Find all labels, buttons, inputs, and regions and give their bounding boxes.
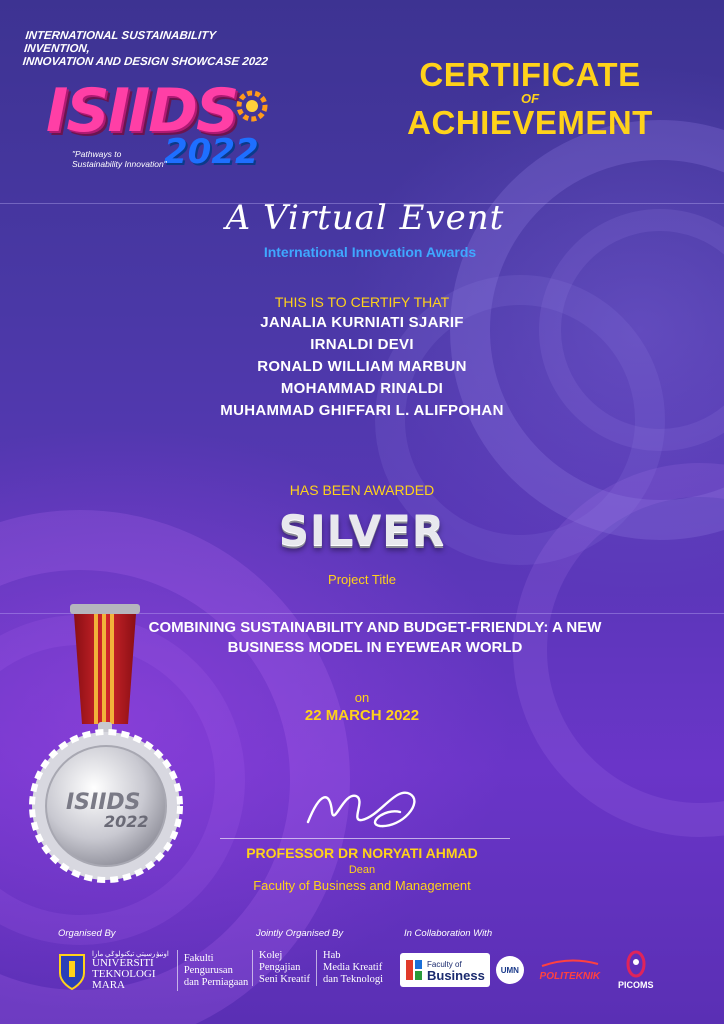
awarded-label: HAS BEEN AWARDED xyxy=(289,482,435,498)
signer-role: Dean xyxy=(348,864,376,876)
awards-subtitle: International Innovation Awards xyxy=(263,244,477,260)
uitm-logo xyxy=(56,950,248,991)
logo-year: 2022 xyxy=(164,132,259,172)
recipient-name: IRNALDI DEVI xyxy=(310,336,414,353)
handwritten-signature xyxy=(300,782,430,834)
signer-name: PROFESSOR DR NORYATI AHMAD xyxy=(246,845,478,861)
virtual-event-script: A Virtual Event xyxy=(225,198,505,238)
kolej-line2: Pengajian xyxy=(259,962,301,973)
jointly-organised-by-label: Jointly Organised By xyxy=(256,928,344,939)
umn-text: UMN xyxy=(496,956,524,984)
politeknik-text: POLITEKNIK xyxy=(539,971,601,982)
politeknik-swoosh-icon xyxy=(540,958,600,968)
picoms-text: PICOMS xyxy=(618,980,654,990)
title-of: OF xyxy=(520,91,540,106)
hab-line1: Hab xyxy=(323,950,341,961)
fob-mark-icon xyxy=(405,958,423,982)
recipient-name: JANALIA KURNIATI SJARIF xyxy=(260,314,464,331)
uitm-name-line1: UNIVERSITI xyxy=(92,957,154,969)
project-label: Project Title xyxy=(328,572,396,587)
fakulti-line1: Fakulti xyxy=(183,952,214,964)
fob-small-text: Faculty of xyxy=(427,960,462,969)
medal-logo-year: 2022 xyxy=(104,812,149,831)
picoms-mark-icon xyxy=(625,950,647,978)
recipient-name: MUHAMMAD GHIFFARI L. ALIFPOHAN xyxy=(220,402,504,419)
uitm-name xyxy=(92,950,178,991)
kolej-line1: Kolej xyxy=(259,950,283,961)
award-level: SILVER xyxy=(278,506,446,555)
fob-bold-text: Business xyxy=(427,968,485,983)
uitm-jawi-text: اونيۏرسيتي تيكنولوݢي مارا xyxy=(92,950,169,958)
organised-by-label: Organised By xyxy=(58,928,116,939)
isiids-logo xyxy=(36,64,276,184)
uitm-crest-icon xyxy=(56,951,88,991)
kolej-hab-logos xyxy=(252,950,389,986)
uitm-name-line3: MARA xyxy=(92,979,126,991)
fakulti-line3: dan Perniagaan xyxy=(183,976,249,988)
kolej-line3: Seni Kreatif xyxy=(259,974,311,985)
hab-logo xyxy=(316,950,389,986)
recipient-name: RONALD WILLIAM MARBUN xyxy=(257,358,467,375)
certificate-title xyxy=(380,58,680,140)
hab-line2: Media Kreatif xyxy=(323,962,383,973)
logo-word: ISIIDS xyxy=(46,76,238,146)
recipient-name: MOHAMMAD RINALDI xyxy=(280,380,444,397)
in-collaboration-with-label: In Collaboration With xyxy=(404,928,493,939)
uitm-name-line2: TEKNOLOGI xyxy=(92,968,156,980)
signer-department: Faculty of Business and Management xyxy=(253,878,471,893)
title-certificate: CERTIFICATE xyxy=(419,56,641,93)
award-date: 22 MARCH 2022 xyxy=(304,707,420,724)
certify-label: THIS IS TO CERTIFY THAT xyxy=(274,294,450,310)
picoms-logo xyxy=(612,950,660,990)
fakulti-line2: Pengurusan xyxy=(183,964,233,976)
project-title: COMBINING SUSTAINABILITY AND BUDGET-FRIENDLY: A NEW BUSINESS MODEL IN EYEWEAR WORLD xyxy=(148,619,602,656)
kolej-logo xyxy=(252,950,316,986)
lightbulb-gear-icon xyxy=(232,86,272,126)
hab-line3: dan Teknologi xyxy=(323,974,384,985)
medal-logo-word: ISIIDS xyxy=(66,790,141,815)
signature-line xyxy=(220,838,510,839)
politeknik-logo xyxy=(538,958,602,982)
showcase-title-line2: INNOVATION AND DESIGN SHOWCASE 2022 xyxy=(22,56,269,68)
fakulti-logo xyxy=(184,953,248,989)
showcase-title-line1: INTERNATIONAL SUSTAINABILITY INVENTION, xyxy=(23,30,217,55)
umn-logo xyxy=(496,956,524,984)
title-achievement: ACHIEVEMENT xyxy=(407,104,653,141)
faculty-of-business-logo xyxy=(400,953,490,987)
on-label: on xyxy=(354,690,370,705)
collaboration-logos xyxy=(400,950,660,990)
logo-tagline: "Pathways to Sustainability Innovation" xyxy=(72,149,167,169)
recipient-names xyxy=(100,312,624,422)
